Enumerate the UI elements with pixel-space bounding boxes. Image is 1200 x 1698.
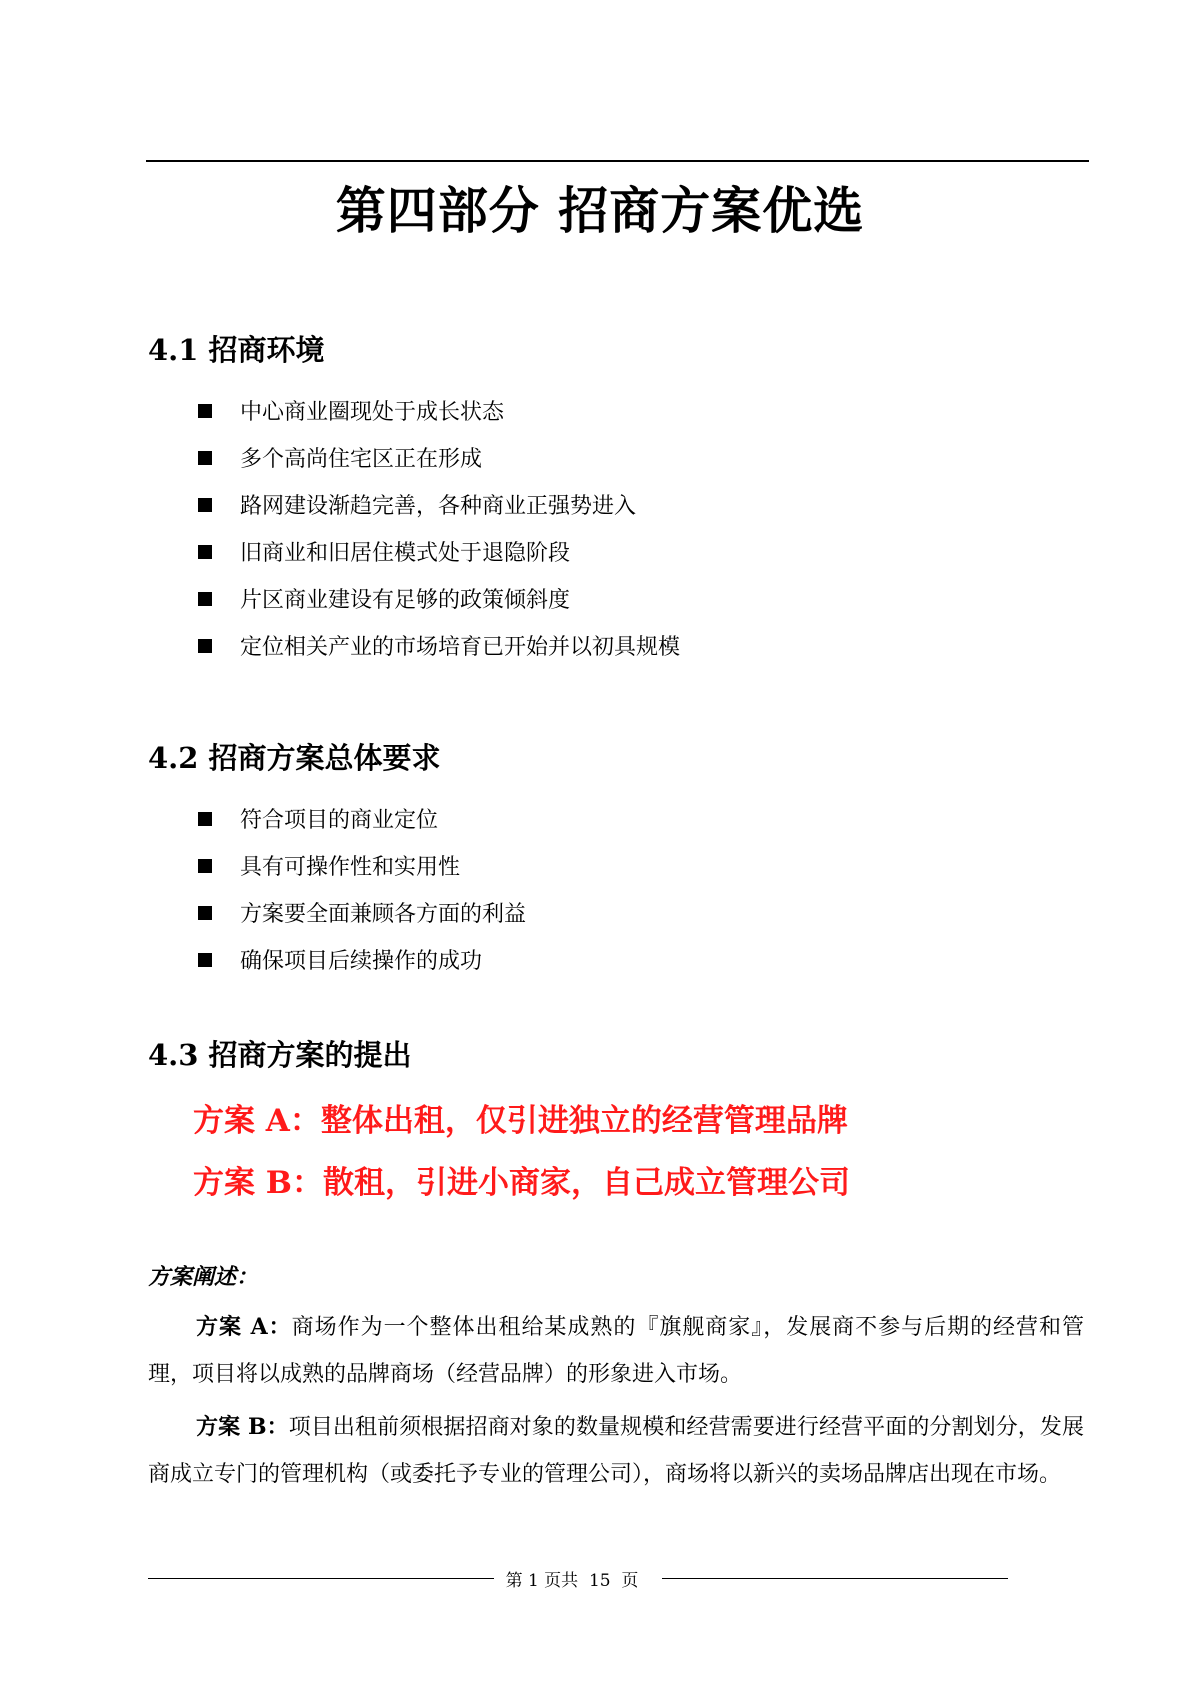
list-item-text: 路网建设渐趋完善，各种商业正强势进入 bbox=[240, 494, 637, 519]
plan-a-key: 方案 A： bbox=[193, 1103, 321, 1139]
list-item-text: 片区商业建设有足够的政策倾斜度 bbox=[240, 588, 571, 613]
square-bullet-icon bbox=[198, 812, 212, 826]
plan-b-text: 散租，引进小商家，自己成立管理公司 bbox=[323, 1165, 850, 1201]
description-paragraph-a bbox=[148, 1304, 1084, 1398]
bullet-list-requirements bbox=[198, 795, 526, 983]
list-item bbox=[198, 481, 680, 528]
square-bullet-icon bbox=[198, 859, 212, 873]
page-number: 第 1 页共 15 页 bbox=[505, 1570, 639, 1591]
square-bullet-icon bbox=[198, 498, 212, 512]
square-bullet-icon bbox=[198, 953, 212, 967]
section-heading-4-2: 4.2 招商方案总体要求 bbox=[148, 741, 441, 775]
list-item-text: 定位相关产业的市场培育已开始并以初具规模 bbox=[240, 635, 681, 660]
list-item bbox=[198, 434, 680, 481]
list-item-text: 具有可操作性和实用性 bbox=[240, 855, 461, 880]
list-item bbox=[198, 936, 526, 983]
section-heading-4-1: 4.1 招商环境 bbox=[148, 333, 325, 367]
list-item bbox=[198, 795, 526, 842]
bullet-list-environment bbox=[198, 387, 680, 669]
paragraph-a-label: 方案 A： bbox=[196, 1314, 292, 1340]
footer-right-dash bbox=[662, 1578, 1008, 1579]
list-item-text: 确保项目后续操作的成功 bbox=[240, 949, 483, 974]
paragraph-b-text: 项目出租前须根据招商对象的数量规模和经营需要进行经营平面的分割划分，发展商成立专门的管理机构（或委托予专业的管理公司），商场将以新兴的卖场品牌店出现在市场。 bbox=[148, 1415, 1084, 1487]
plan-b-line bbox=[193, 1160, 850, 1206]
list-item bbox=[198, 528, 680, 575]
list-item bbox=[198, 387, 680, 434]
list-item-text: 符合项目的商业定位 bbox=[240, 808, 439, 833]
square-bullet-icon bbox=[198, 639, 212, 653]
description-paragraph-b bbox=[148, 1404, 1084, 1498]
paragraph-b-label: 方案 B： bbox=[196, 1414, 289, 1440]
square-bullet-icon bbox=[198, 906, 212, 920]
footer-left-dash bbox=[148, 1578, 494, 1579]
list-item-text: 中心商业圈现处于成长状态 bbox=[240, 400, 505, 425]
list-item bbox=[198, 889, 526, 936]
list-item-text: 方案要全面兼顾各方面的利益 bbox=[240, 902, 527, 927]
list-item-text: 旧商业和旧居住模式处于退隐阶段 bbox=[240, 541, 571, 566]
plan-a-text: 整体出租，仅引进独立的经营管理品牌 bbox=[320, 1103, 848, 1139]
square-bullet-icon bbox=[198, 404, 212, 418]
section-heading-4-3: 4.3 招商方案的提出 bbox=[148, 1038, 412, 1072]
list-item bbox=[198, 575, 680, 622]
page-title: 第四部分 招商方案优选 bbox=[335, 182, 865, 240]
list-item bbox=[198, 842, 526, 889]
plan-a-line bbox=[193, 1098, 848, 1144]
description-heading: 方案阐述： bbox=[148, 1264, 259, 1290]
square-bullet-icon bbox=[198, 451, 212, 465]
list-item-text: 多个高尚住宅区正在形成 bbox=[240, 447, 483, 472]
top-horizontal-rule bbox=[146, 160, 1089, 162]
list-item bbox=[198, 622, 680, 669]
plan-b-key: 方案 B： bbox=[193, 1165, 323, 1201]
square-bullet-icon bbox=[198, 545, 212, 559]
page-footer bbox=[148, 1563, 1008, 1593]
square-bullet-icon bbox=[198, 592, 212, 606]
paragraph-a-text: 商场作为一个整体出租给某成熟的『旗舰商家』，发展商不参与后期的经营和管理，项目将以成熟的品牌商场（经营品牌）的形象进入市场。 bbox=[148, 1315, 1084, 1387]
